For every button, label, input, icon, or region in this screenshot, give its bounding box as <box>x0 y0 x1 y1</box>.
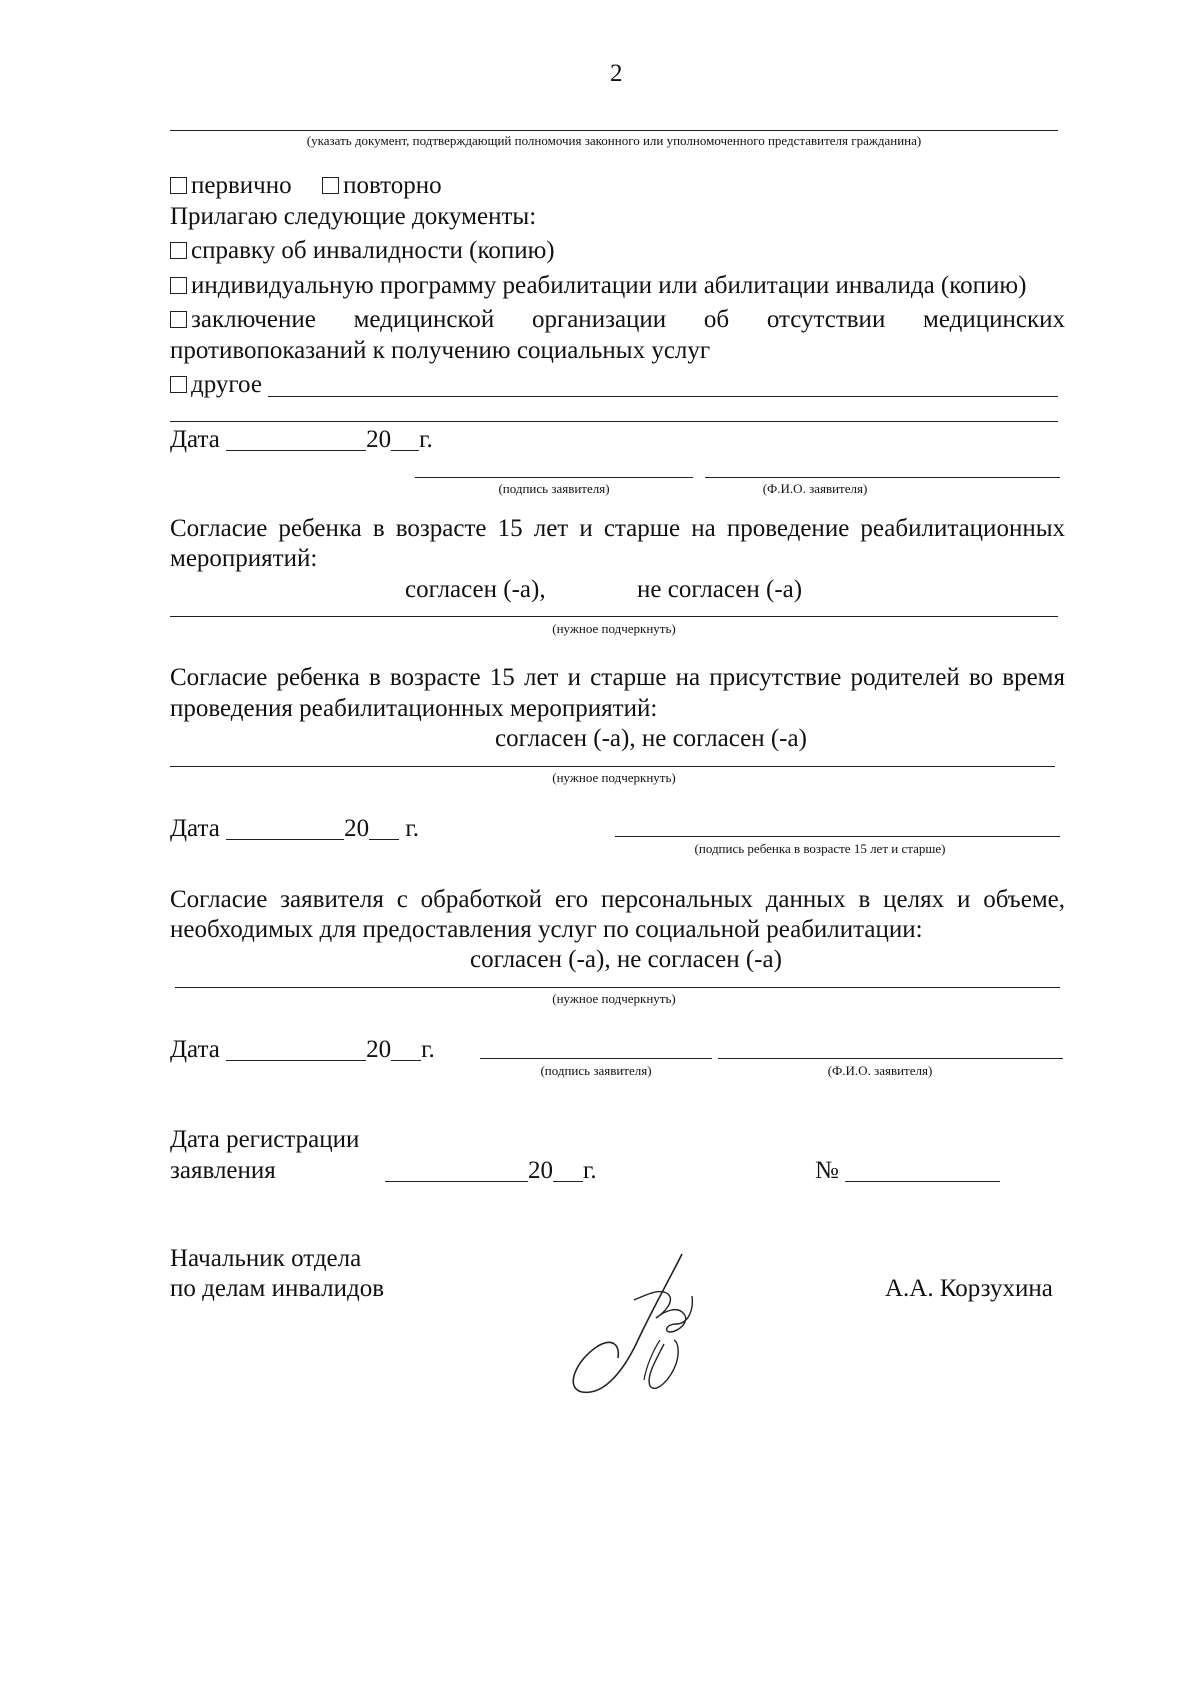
year-prefix: 20 <box>366 1036 392 1063</box>
year-suffix: г. <box>421 1036 435 1063</box>
first-label: первично <box>191 172 292 199</box>
child-signature-hint: (подпись ребенка в возрасте 15 лет и старше) <box>694 841 946 856</box>
date-label: Дата <box>170 426 220 453</box>
repeat-label: повторно <box>343 172 442 199</box>
year-prefix: 20 <box>528 1157 553 1184</box>
ipra-label: индивидуальную программу реабилитации или абилитации инвалида (копию) <box>191 272 1027 299</box>
consent2-underline-hint: (нужное подчеркнуть) <box>552 770 676 785</box>
registration-number-row <box>815 1155 1000 1187</box>
consent3-line2: необходимых для предоставления услуг по социальной реабилитации: <box>170 916 923 943</box>
medical-label-line1: заключение медицинской организации об отсутствии медицинских <box>191 306 1065 333</box>
handwritten-signature <box>560 1248 720 1408</box>
date-year-field[interactable] <box>369 817 399 840</box>
signatory-title-1: Начальник отдела <box>170 1245 362 1272</box>
consent2-line <box>170 766 1055 767</box>
registration-label-1: Дата регистрации <box>170 1126 360 1153</box>
registration-day-month-field[interactable] <box>385 1159 528 1182</box>
applicant-signature-line-2[interactable] <box>480 1058 712 1059</box>
applicant-fio-hint-2: (Ф.И.О. заявителя) <box>827 1063 933 1078</box>
applicant-signature-hint-1: (подпись заявителя) <box>498 481 610 496</box>
registration-year-field[interactable] <box>553 1159 583 1182</box>
date-day-month-field[interactable] <box>226 428 366 451</box>
consent1-underline-hint: (нужное подчеркнуть) <box>552 621 676 636</box>
year-prefix: 20 <box>344 815 370 842</box>
applicant-fio-hint-1: (Ф.И.О. заявителя) <box>762 481 868 496</box>
other-checkbox[interactable] <box>170 376 187 393</box>
consent3-options[interactable]: согласен (-а), не согласен (-а) <box>470 946 782 973</box>
signatory-name: А.А. Корзухина <box>885 1275 1053 1302</box>
consent3-line <box>175 987 1060 988</box>
date-label: Дата <box>170 1036 220 1063</box>
date-row-2 <box>170 813 419 845</box>
attach-heading: Прилагаю следующие документы: <box>170 203 537 230</box>
date-year-field[interactable] <box>391 428 419 451</box>
consent3-underline-hint: (нужное подчеркнуть) <box>552 991 676 1006</box>
date-day-month-field[interactable] <box>226 817 344 840</box>
registration-date-row <box>385 1155 597 1187</box>
other-input-line-2[interactable] <box>170 421 1058 422</box>
application-type-row <box>170 170 442 202</box>
date-row-3 <box>170 1034 435 1066</box>
doc-medical-row <box>170 304 1065 336</box>
consent2-options[interactable]: согласен (-а), не согласен (-а) <box>495 725 807 752</box>
consent1-line2: мероприятий: <box>170 545 318 572</box>
consent1-disagree-option[interactable]: не согласен (-а) <box>637 576 803 603</box>
other-label: другое <box>191 371 262 398</box>
doc-other-row <box>170 369 262 401</box>
doc-ipra-row <box>170 270 1026 302</box>
consent1-line <box>170 616 1058 617</box>
year-suffix: г. <box>583 1157 597 1184</box>
date-year-field[interactable] <box>391 1038 421 1061</box>
applicant-signature-hint-2: (подпись заявителя) <box>540 1063 652 1078</box>
consent3-line1: Согласие заявителя с обработкой его персональных данных в целях и объеме, <box>170 886 1065 913</box>
year-suffix: г. <box>419 426 433 453</box>
page-number: 2 <box>610 60 623 87</box>
disability-cert-label: справку об инвалидности (копию) <box>191 237 555 264</box>
applicant-signature-line-1[interactable] <box>415 477 693 478</box>
other-input-line[interactable] <box>268 396 1058 397</box>
date-row-1 <box>170 424 433 456</box>
registration-label-2: заявления <box>170 1157 276 1184</box>
first-checkbox[interactable] <box>170 177 187 194</box>
medical-checkbox[interactable] <box>170 311 187 328</box>
year-prefix: 20 <box>366 426 392 453</box>
disability-cert-checkbox[interactable] <box>170 242 187 259</box>
consent2-line2: проведения реабилитационных мероприятий: <box>170 695 658 722</box>
year-suffix: г. <box>405 815 420 842</box>
date-day-month-field[interactable] <box>226 1038 366 1061</box>
applicant-fio-line-1[interactable] <box>705 477 1060 478</box>
date-label: Дата <box>170 815 220 842</box>
signatory-title-2: по делам инвалидов <box>170 1275 385 1302</box>
registration-number-field[interactable] <box>845 1159 1000 1182</box>
doc-disability-cert-row <box>170 235 555 267</box>
repeat-checkbox[interactable] <box>322 177 339 194</box>
consent1-line1: Согласие ребенка в возрасте 15 лет и старше на проведение реабилитационных <box>170 515 1065 542</box>
applicant-fio-line-2[interactable] <box>718 1058 1063 1059</box>
consent2-line1: Согласие ребенка в возрасте 15 лет и старше на присутствие родителей во время <box>170 664 1065 691</box>
child-signature-line[interactable] <box>615 836 1060 837</box>
number-label: № <box>815 1157 839 1184</box>
representative-doc-line <box>170 130 1058 131</box>
consent1-agree-option[interactable]: согласен (-а), <box>405 576 546 603</box>
ipra-checkbox[interactable] <box>170 277 187 294</box>
representative-doc-hint: (указать документ, подтверждающий полномочия законного или уполномоченного представителя гражданина) <box>306 133 922 148</box>
medical-label-line2: противопоказаний к получению социальных услуг <box>170 337 711 364</box>
